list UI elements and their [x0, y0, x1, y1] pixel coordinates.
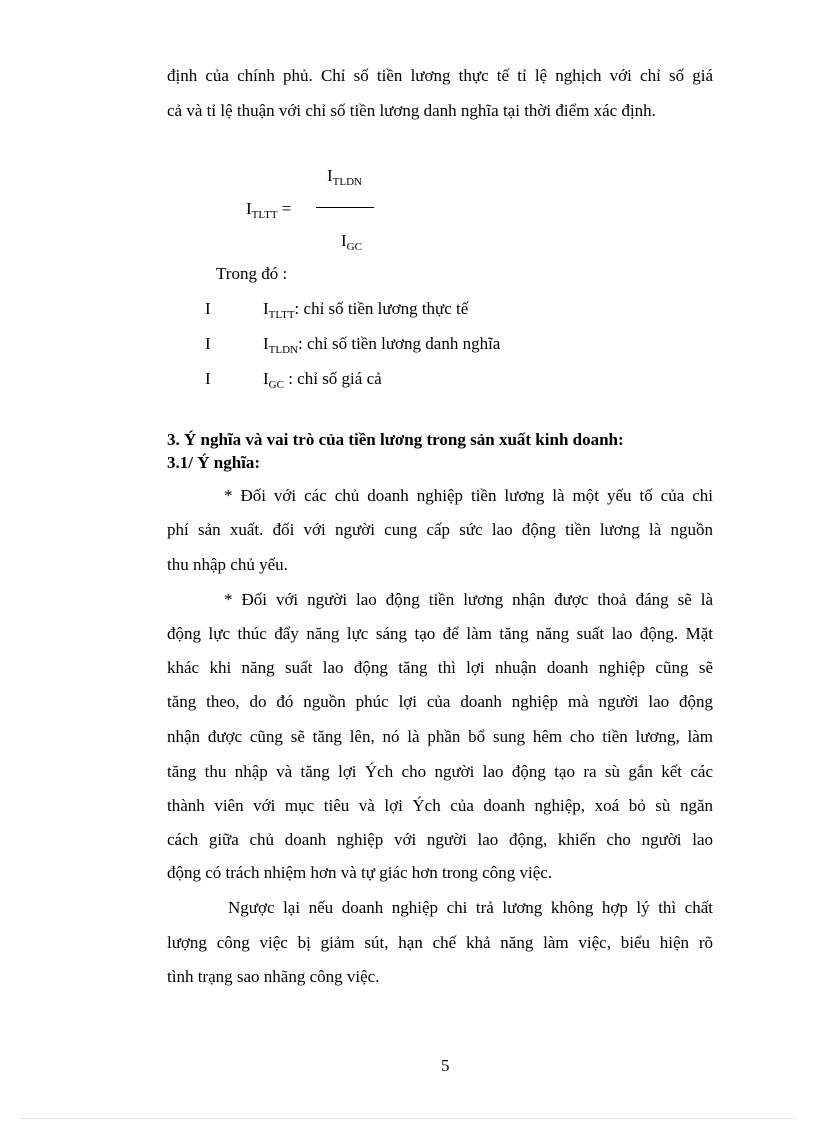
paragraph-3-line-1: Ngược lại nếu doanh nghiệp chi trả lương không hợp lý thì chất [228, 898, 713, 917]
paragraph-1-line-3: thu nhập chủ yếu. [167, 555, 288, 574]
paragraph-2-line-4: tăng theo, do đó nguồn phúc lợi của doanh nghiệp mà người lao động [167, 692, 713, 711]
paragraph-1-line-1: * Đối với các chủ doanh nghiệp tiền lương là một yếu tố của chi [224, 486, 713, 505]
formula-lhs: $I_{TLTT}$ = [246, 199, 292, 221]
page-number: 5 [441, 1056, 450, 1075]
paragraph-2-line-6: tăng thu nhập và tăng lợi Ých cho người lao động tạo ra sù gắn kết các [167, 762, 713, 781]
intro-line-2: cả và tỉ lệ thuận với chỉ số tiền lương danh nghĩa tại thời điểm xác định. [167, 101, 656, 120]
where-item-gc: $I_{GC}$ : chỉ số giá cả [263, 369, 382, 391]
section-subheading: 3.1/ Ý nghĩa: [167, 453, 261, 472]
paragraph-2-line-8: cách giữa chủ doanh nghiệp với người lao động, khiến cho người lao [167, 830, 713, 849]
paragraph-1-line-2: phí sản xuất. đối với người cung cấp sức lao động tiền lương là nguồn [167, 520, 713, 539]
paragraph-2-line-7: thành viên với mục tiêu và lợi Ých của doanh nghiệp, xoá bỏ sù ngăn [167, 796, 713, 815]
page-bottom-divider [20, 1118, 796, 1119]
intro-line-1: định của chính phủ. Chỉ số tiền lương thực tế tỉ lệ nghịch với chỉ số giá [167, 66, 713, 85]
paragraph-3-line-3: tình trạng sao nhãng công việc. [167, 967, 380, 986]
formula-denominator: $I_{GC}$ [341, 231, 362, 253]
paragraph-3-line-2: lượng công việc bị giảm sút, hạn chế khả năng làm việc, biểu hiện rõ [167, 933, 713, 952]
section-heading: 3. Ý nghĩa và vai trò của tiền lương trong sản xuất kinh doanh: [167, 430, 624, 449]
paragraph-2-line-3: khác khi năng suất lao động tăng thì lợi nhuận doanh nghiệp cũng sẽ [167, 658, 713, 677]
where-item-tltt: $I_{TLTT}$: chỉ số tiền lương thực tế [263, 299, 469, 321]
where-bullet: I [205, 369, 211, 388]
where-bullet: I [205, 299, 211, 318]
where-label: Trong đó : [216, 264, 288, 283]
paragraph-2-line-9: động có trách nhiệm hơn và tự giác hơn trong công việc. [167, 863, 553, 882]
fraction-bar [316, 207, 374, 208]
where-item-tldn: $I_{TLDN}$: chỉ số tiền lương danh nghĩa [263, 334, 501, 356]
where-bullet: I [205, 334, 211, 353]
paragraph-2-line-5: nhận được cũng sẽ tăng lên, nó là phần bổ sung hêm cho tiền lương, làm [167, 727, 713, 746]
paragraph-2-line-2: động lực thúc đẩy năng lực sáng tạo để làm tăng năng suất lao động. Mặt [167, 624, 713, 643]
paragraph-2-line-1: * Đối với người lao động tiền lương nhận được thoả đáng sẽ là [224, 590, 713, 609]
formula-numerator: $I_{TLDN}$ [327, 166, 362, 188]
